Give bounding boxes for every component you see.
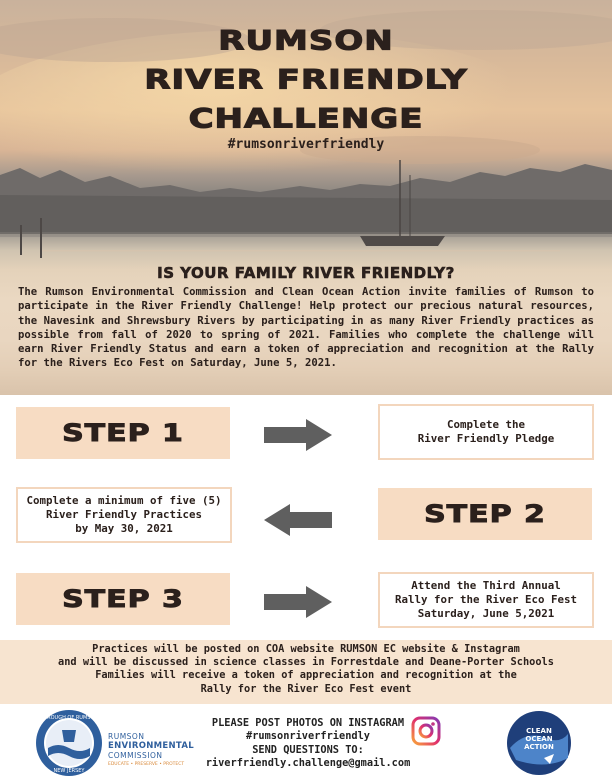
step-2-badge: STEP 2 xyxy=(378,488,592,540)
post-photos-text: PLEASE POST PHOTOS ON INSTAGRAM xyxy=(211,717,405,729)
arrow-right-icon xyxy=(262,584,334,620)
step-1-badge: STEP 1 xyxy=(16,407,230,459)
note-line: Families will receive a token of appreciation and recognition at the xyxy=(95,669,517,682)
note-line: Practices will be posted on COA website RUMSON EC website & Instagram xyxy=(92,643,520,655)
instagram-icon[interactable] xyxy=(410,715,442,747)
hashtag: #rumsonriverfriendly xyxy=(227,137,385,152)
seal-top-text: BOROUGH OF RUMSON xyxy=(39,715,99,721)
intro-question: IS YOUR FAMILY RIVER FRIENDLY? xyxy=(157,264,455,282)
footer-hashtag: #rumsonriverfriendly xyxy=(246,730,370,743)
send-questions-text: SEND QUESTIONS TO: xyxy=(252,743,364,756)
coa-line-3: ACTION xyxy=(524,743,554,751)
arrow-right-icon xyxy=(262,417,334,453)
coa-line-2: OCEAN xyxy=(525,735,553,743)
coa-line-1: CLEAN xyxy=(526,727,552,735)
title-line-2: RIVER FRIENDLY xyxy=(144,64,468,96)
contact-email[interactable]: riverfriendly.challenge@gmail.com xyxy=(205,756,411,769)
rec-logo-text: RUMSON ENVIRONMENTAL COMMISSION EDUCATE • PRESERVE • PROTECT xyxy=(108,732,194,767)
clean-ocean-action-logo-icon xyxy=(506,708,572,778)
step-3-box: Attend the Third Annual Rally for the River Eco Fest Saturday, June 5,2021 xyxy=(378,572,594,628)
arrow-left-icon xyxy=(262,502,334,538)
notes-band xyxy=(0,640,612,704)
step-2-box: Complete a minimum of five (5) River Friendly Practices by May 30, 2021 xyxy=(16,487,232,543)
note-line: and will be discussed in science classes in Forrestdale and Deane-Porter Schools xyxy=(58,656,554,669)
footer xyxy=(0,704,612,782)
rumson-seal-icon xyxy=(34,708,104,778)
step-1-box: Complete the River Friendly Pledge xyxy=(378,404,594,460)
contact-info xyxy=(200,717,416,770)
title-line-1: RUMSON xyxy=(218,25,394,57)
intro-paragraph: The Rumson Environmental Commission and Clean Ocean Action invite families of Rumson to participate in the River Friendly Challenge! Help protect our precious natural resources, the Navesink and Shrewsbury Rivers by participating in as many River Friendly practices as possible from fall of 2020 to spring of 2021. Families who complete the challenge will earn River Friendly Status and earn a token of appreciation and recognition at the Rally for the Rivers Eco Fest on Saturday, June 5, 2021. xyxy=(18,286,594,370)
title-line-3: CHALLENGE xyxy=(188,103,424,135)
step-3-badge: STEP 3 xyxy=(16,573,230,625)
note-line: Rally for the River Eco Fest event xyxy=(200,682,412,695)
seal-bottom-text: NEW JERSEY xyxy=(53,768,85,774)
